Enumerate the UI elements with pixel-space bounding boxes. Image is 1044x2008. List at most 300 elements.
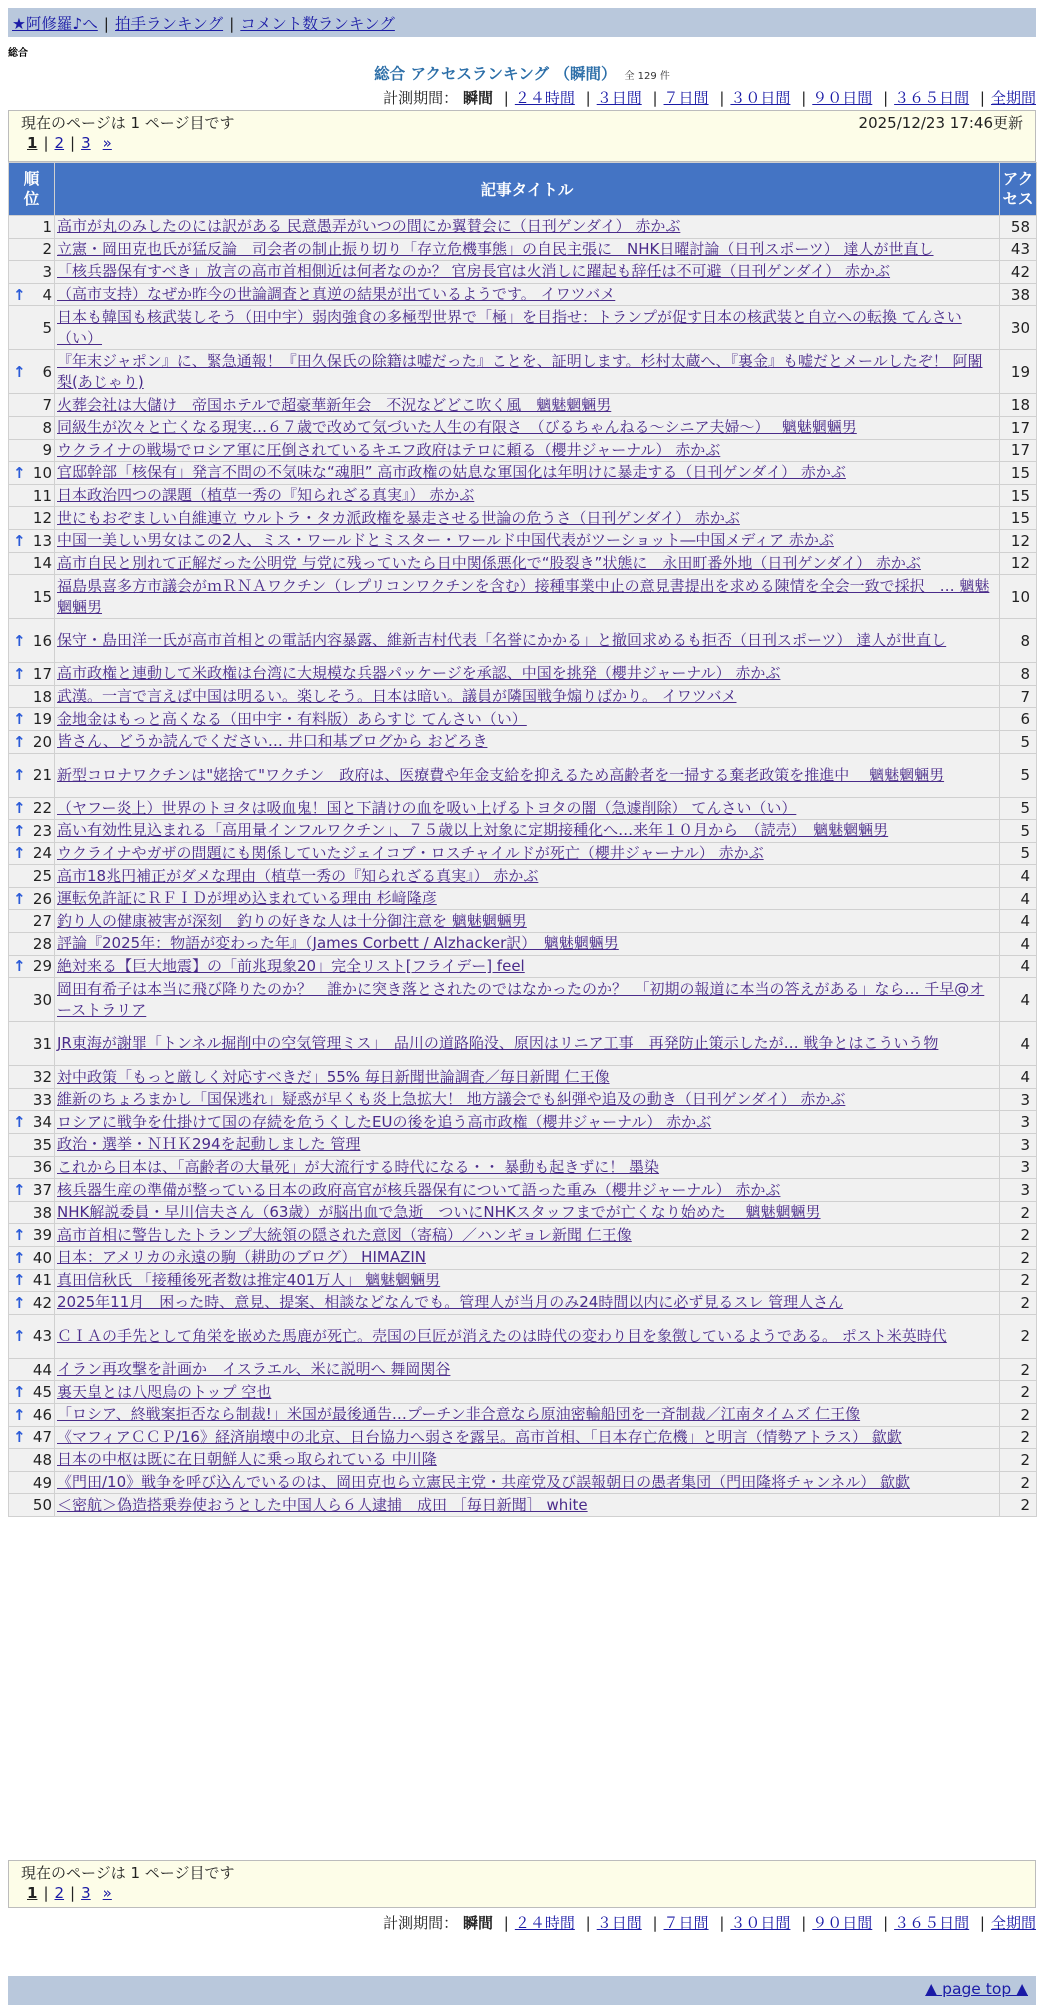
table-row (9, 507, 1037, 530)
title-cell (55, 1022, 1000, 1066)
rank-cell (9, 238, 55, 261)
rank-number: 46 (32, 1405, 52, 1424)
access-count: 3 (1000, 1111, 1037, 1134)
table-row (9, 1247, 1037, 1270)
article-link[interactable]: 立憲・岡田克也氏が猛反論 司会者の制止振り切り「存立危機事態」の自民主張に NHK日曜討論（日刊スポーツ） 達人が世直し (57, 239, 934, 258)
rank-cell (9, 730, 55, 753)
title-cell (55, 1269, 1000, 1292)
article-link[interactable]: 新型コロナワクチンは"姥捨て"ワクチン 政府は、医療費や年金支給を抑えるため高齢者を一掃する棄老政策を推進中 魑魅魍魎男 (57, 765, 945, 784)
article-link[interactable]: これから日本は、「高齢者の大量死」が大流行する時代になる・・ 暴動も起きずに！ 墨染 (57, 1157, 660, 1176)
title-cell (55, 306, 1000, 350)
table-row (9, 552, 1037, 575)
period-link[interactable]: ２４時間 (514, 89, 575, 107)
article-link[interactable]: 世にもおぞましい自維連立 ウルトラ・タカ派政権を暴走させる世論の危うさ（日刊ゲンダイ） 赤かぶ (57, 508, 740, 527)
table-row (9, 306, 1037, 350)
period-link[interactable]: 全期間 (990, 1914, 1036, 1932)
title-cell (55, 1111, 1000, 1134)
access-count: 2 (1000, 1449, 1037, 1472)
rank-cell (9, 261, 55, 284)
title-cell (55, 820, 1000, 843)
period-link[interactable]: ３日間 (596, 89, 642, 107)
rank-cell (9, 685, 55, 708)
period-selector-bottom: 計測期間： 瞬間 | ２４時間 | ３日間 | ７日間 | ３０日間 | ９０日間 | ３６５日間 | 全期間 (383, 1914, 1036, 1932)
title-cell (55, 1156, 1000, 1179)
article-link[interactable]: 対中政策「もっと厳しく対応すべきだ」55% 毎日新聞世論調査／毎日新聞 仁王像 (57, 1067, 610, 1086)
table-row (9, 865, 1037, 888)
article-link[interactable]: 保守・島田洋一氏が高市首相との電話内容暴露、維新吉村代表「名誉にかかる」と撤回求めるも拒否（日刊スポーツ） 達人が世直し (57, 631, 947, 650)
rank-cell (9, 1471, 55, 1494)
table-row (9, 1224, 1037, 1247)
table-row (9, 753, 1037, 797)
article-link[interactable]: 《門田/10》戦争を呼び込んでいるのは、岡田克也ら立憲民主党・共産党及び誤報朝日の愚者集団（門田隆将チャンネル） 歙歔 (57, 1473, 911, 1492)
comment-ranking-link[interactable]: コメント数ランキング (240, 15, 395, 33)
article-link[interactable]: 中国一美しい男女はこの2人、ミス・ワールドとミスター・ワールド中国代表がツーショット―中国メディア 赤かぶ (57, 531, 834, 550)
ranking-title: 総合 アクセスランキング （瞬間） (374, 65, 617, 83)
article-link[interactable]: 真田信秋氏 「接種後死者数は推定401万人」 魑魅魍魎男 (57, 1270, 441, 1289)
table-row (9, 283, 1037, 306)
up-arrow-icon: ↑ (13, 1226, 26, 1245)
article-link[interactable]: ＣＩＡの手先として角栄を嵌めた馬鹿が死亡。売国の巨匠が消えたのは時代の変わり目を象徴しているようである。 ポスト米英時代 (57, 1326, 947, 1345)
title-cell (55, 797, 1000, 820)
access-count: 2 (1000, 1426, 1037, 1449)
article-link[interactable]: 評論『2025年：物語が変わった年』（James Corbett / Alzhacker訳） 魑魅魍魎男 (57, 934, 619, 953)
table-row (9, 1269, 1037, 1292)
article-link[interactable]: 岡田有希子は本当に飛び降りたのか？ 誰かに突き落とされたのではなかったのか？ 「初期の報道に本当の答えがある」なら… 千早@オーストラリア (57, 979, 985, 1019)
title-cell (55, 842, 1000, 865)
rank-cell (9, 350, 55, 394)
up-arrow-icon: ↑ (13, 463, 26, 482)
table-row (9, 820, 1037, 843)
access-count: 38 (1000, 283, 1037, 306)
table-row (9, 730, 1037, 753)
up-arrow-icon: ↑ (13, 1383, 26, 1402)
title-cell (55, 663, 1000, 686)
rank-number: 11 (32, 486, 52, 505)
article-link[interactable]: 高市自民と別れて正解だった公明党 与党に残っていたら日中関係悪化で“股裂き”状態に 永田町番外地（日刊ゲンダイ） 赤かぶ (57, 553, 921, 572)
rank-number: 16 (32, 631, 52, 650)
period-link[interactable]: ９０日間 (812, 1914, 873, 1932)
rank-cell (9, 552, 55, 575)
period-link[interactable]: ７日間 (663, 1914, 709, 1932)
separator: | (229, 15, 235, 33)
access-count: 3 (1000, 1134, 1037, 1157)
rank-cell (9, 887, 55, 910)
access-count: 43 (1000, 238, 1037, 261)
rank-number: 24 (32, 844, 52, 863)
period-current: 瞬間 (462, 89, 493, 107)
rank-cell (9, 663, 55, 686)
article-link[interactable]: 火葬会社は大儲け 帝国ホテルで超豪華新年会 不況などどこ吹く風 魑魅魍魎男 (57, 395, 612, 414)
rank-number: 2 (42, 240, 52, 259)
rank-cell (9, 1088, 55, 1111)
period-link[interactable]: ３６５日間 (894, 89, 970, 107)
rank-cell (9, 1066, 55, 1089)
rank-cell (9, 753, 55, 797)
updated-timestamp: 2025/12/23 17:46更新 (858, 114, 1023, 132)
title-cell (55, 1088, 1000, 1111)
pagination: 1 | 2 | 3 » (27, 134, 112, 152)
article-link[interactable]: 高市政権と連動して米政権は台湾に大規模な兵器パッケージを承認、中国を挑発（櫻井ジャーナル） 赤かぶ (57, 664, 781, 683)
article-link[interactable]: 『年末ジャポン』に、緊急通報！『田久保氏の除籍は嘘だった』ことを、証明します。杉村太蔵へ、『裏金』も嘘だとメールしたぞ！ 阿闍梨(あじゃり) (57, 351, 983, 391)
period-link[interactable]: ３６５日間 (894, 1914, 970, 1932)
rank-cell (9, 1449, 55, 1472)
table-row (9, 955, 1037, 978)
article-link[interactable]: 政治・選挙・ＮＨＫ294を起動しました 管理 (57, 1135, 361, 1154)
up-arrow-icon: ↑ (13, 664, 26, 683)
rank-cell (9, 933, 55, 956)
rank-number: 41 (32, 1271, 52, 1290)
up-arrow-icon: ↑ (13, 1113, 26, 1132)
article-link[interactable]: 高市が丸のみしたのには訳がある 民意愚弄がいつの間にか翼賛会に（日刊ゲンダイ） 赤かぶ (57, 217, 681, 236)
up-arrow-icon: ↑ (13, 821, 26, 840)
table-row (9, 575, 1037, 619)
table-row (9, 1471, 1037, 1494)
title-cell (55, 1224, 1000, 1247)
rank-number: 43 (32, 1327, 52, 1346)
access-count: 5 (1000, 842, 1037, 865)
title-cell (55, 978, 1000, 1022)
rank-number: 21 (32, 766, 52, 784)
rank-header: 順位 (9, 163, 55, 216)
table-row (9, 1022, 1037, 1066)
access-count: 15 (1000, 484, 1037, 507)
pagination: 1 | 2 | 3 » (27, 1884, 112, 1902)
page-link[interactable]: 3 (81, 1884, 91, 1902)
up-arrow-icon: ↑ (13, 1293, 26, 1312)
access-count: 2 (1000, 1269, 1037, 1292)
rank-cell (9, 1269, 55, 1292)
table-row (9, 1426, 1037, 1449)
total-count: 全 129 件 (624, 71, 670, 82)
access-count: 2 (1000, 1201, 1037, 1224)
table-row (9, 1066, 1037, 1089)
title-cell (55, 529, 1000, 552)
rank-number: 26 (32, 889, 52, 908)
table-header-row (9, 163, 1037, 216)
rank-number: 42 (32, 1293, 52, 1312)
title-cell (55, 416, 1000, 439)
up-arrow-icon: ↑ (13, 631, 26, 650)
table-row (9, 394, 1037, 417)
period-link[interactable]: ３０日間 (730, 1914, 791, 1932)
title-cell (55, 708, 1000, 731)
rank-cell (9, 1292, 55, 1315)
title-cell (55, 216, 1000, 239)
title-cell (55, 1201, 1000, 1224)
table-row (9, 1314, 1037, 1358)
rank-number: 31 (32, 1034, 52, 1053)
access-count: 58 (1000, 216, 1037, 239)
title-cell (55, 619, 1000, 663)
title-cell (55, 753, 1000, 797)
up-arrow-icon: ↑ (13, 362, 26, 381)
title-cell (55, 1358, 1000, 1381)
rank-number: 6 (42, 362, 52, 381)
rank-cell (9, 1494, 55, 1517)
access-count: 4 (1000, 887, 1037, 910)
table-row (9, 216, 1037, 239)
page-current: 1 (27, 1884, 38, 1902)
table-row (9, 887, 1037, 910)
article-link[interactable]: NHK解説委員・早川信夫さん（63歳）が脳出血で急逝 ついにNHKスタッフまでが亡くなり始めた 魑魅魍魎男 (57, 1203, 821, 1222)
rank-number: 9 (42, 441, 52, 460)
rank-cell (9, 842, 55, 865)
period-link[interactable]: ２４時間 (514, 1914, 575, 1932)
article-link[interactable]: 「核兵器保有すべき」放言の高市首相側近は何者なのか？ 官房長官は火消しに躍起も辞任は不可避（日刊ゲンダイ） 赤かぶ (57, 262, 891, 281)
article-link[interactable]: 日本：アメリカの永遠の駒（耕助のブログ） HIMAZIN (57, 1248, 426, 1267)
page-link[interactable]: 3 (81, 134, 91, 152)
article-link[interactable]: 同級生が次々と亡くなる現実…６７歳で改めて気づいた人生の有限さ （びるちゃんねる～シニア夫婦～） 魑魅魍魎男 (57, 418, 857, 437)
rank-cell (9, 216, 55, 239)
access-count: 4 (1000, 910, 1037, 933)
article-link[interactable]: 日本の中枢は既に在日朝鮮人に乗っ取られている 中川隆 (57, 1450, 437, 1469)
access-count: 2 (1000, 1224, 1037, 1247)
access-count: 17 (1000, 416, 1037, 439)
rank-number: 5 (42, 318, 52, 337)
up-arrow-icon: ↑ (13, 889, 26, 908)
rank-number: 15 (32, 587, 52, 606)
rank-cell (9, 1381, 55, 1404)
title-cell (55, 462, 1000, 485)
top-navigation (8, 8, 1036, 37)
article-link[interactable]: 《マフィアＣＣＰ/16》経済崩壊中の北京、日台協力へ弱さを露呈。高市首相、「日本存亡危機」と明言（情勢アトラス） 歙歔 (57, 1427, 902, 1446)
home-link[interactable]: ★阿修羅♪へ (12, 15, 98, 33)
article-link[interactable]: イラン再攻撃を計画か イスラエル、米に説明へ 舞岡関谷 (57, 1360, 451, 1379)
access-count: 30 (1000, 306, 1037, 350)
up-arrow-icon: ↑ (13, 732, 26, 751)
access-count: 4 (1000, 1022, 1037, 1066)
rank-cell (9, 439, 55, 462)
title-cell (55, 350, 1000, 394)
article-link[interactable]: 2025年11月 困った時、意見、提案、相談などなんでも。管理人が当月のみ24時間以内に必ず見るスレ 管理人さん (57, 1293, 844, 1312)
article-link[interactable]: ウクライナやガザの問題にも関係していたジェイコブ・ロスチャイルドが死亡（櫻井ジャーナル） 赤かぶ (57, 843, 764, 862)
rank-number: 18 (32, 687, 52, 706)
access-count: 18 (1000, 394, 1037, 417)
access-count: 2 (1000, 1292, 1037, 1315)
table-row (9, 1292, 1037, 1315)
access-header: アクセス (1000, 163, 1037, 216)
table-row (9, 1381, 1037, 1404)
rank-cell (9, 955, 55, 978)
rank-cell (9, 1134, 55, 1157)
rank-number: 47 (32, 1428, 52, 1447)
table-row (9, 933, 1037, 956)
article-link[interactable]: 釣り人の健康被害が深刻 釣りの好きな人は十分御注意を 魑魅魍魎男 (57, 911, 527, 930)
title-cell (55, 261, 1000, 284)
table-row (9, 1111, 1037, 1134)
up-arrow-icon: ↑ (13, 710, 26, 729)
access-count: 15 (1000, 462, 1037, 485)
table-row (9, 350, 1037, 394)
access-count: 4 (1000, 933, 1037, 956)
rank-cell (9, 1358, 55, 1381)
page-info-bottom (8, 1860, 1036, 1908)
access-count: 10 (1000, 575, 1037, 619)
access-count: 2 (1000, 1471, 1037, 1494)
access-count: 8 (1000, 663, 1037, 686)
rank-number: 28 (32, 934, 52, 953)
current-page-text: 現在のページは 1 ページ目です (21, 1864, 235, 1882)
rank-cell (9, 797, 55, 820)
title-cell (55, 1426, 1000, 1449)
access-count: 5 (1000, 753, 1037, 797)
current-page-text: 現在のページは 1 ページ目です (21, 114, 235, 132)
rank-number: 10 (32, 463, 52, 482)
period-link[interactable]: ７日間 (663, 89, 709, 107)
article-link[interactable]: 高い有効性見込まれる「高用量インフルワクチン」、７５歳以上対象に定期接種化へ…来年１０月から （読売） 魑魅魍魎男 (57, 821, 889, 840)
article-link[interactable]: 高市18兆円補正がダメな理由（植草一秀の『知られざる真実』） 赤かぶ (57, 866, 539, 885)
up-arrow-icon: ↑ (13, 957, 26, 976)
rank-cell (9, 978, 55, 1022)
article-link[interactable]: 絶対来る【巨大地震】の「前兆現象20」完全リスト[フライデー] feel (57, 956, 525, 975)
rank-number: 12 (32, 509, 52, 528)
page-title (0, 62, 1044, 84)
access-count: 5 (1000, 730, 1037, 753)
up-arrow-icon: ↑ (13, 1428, 26, 1447)
rank-cell (9, 529, 55, 552)
genre-label: 総合 (8, 48, 28, 59)
article-link[interactable]: 皆さん、どうか読んでください… 井口和基ブログから おどろき (57, 732, 488, 751)
article-link[interactable]: 運転免許証にＲＦＩＤが埋め込まれている理由 杉﨑隆彦 (57, 889, 437, 908)
article-link[interactable]: ＜密航＞偽造搭乗券使おうとした中国人ら６人逮捕 成田 ［毎日新聞］ white (57, 1495, 588, 1514)
rank-cell (9, 910, 55, 933)
rank-cell (9, 462, 55, 485)
access-count: 2 (1000, 1494, 1037, 1517)
access-count: 4 (1000, 955, 1037, 978)
title-cell (55, 507, 1000, 530)
up-arrow-icon: ↑ (13, 285, 26, 304)
table-row (9, 1449, 1037, 1472)
title-cell (55, 1292, 1000, 1315)
footer-bar (8, 1976, 1036, 2005)
table-row (9, 708, 1037, 731)
article-link[interactable]: JR東海が謝罪「トンネル掘削中の空気管理ミス」 品川の道路陥没、原因はリニア工事 再発防止策示したが… 戦争とはこういう物 (57, 1034, 939, 1053)
rank-number: 17 (32, 664, 52, 683)
article-link[interactable]: 武漢。一言で言えば中国は明るい。楽しそう。日本は暗い。議員が隣国戦争煽りばかり。 イワツバメ (57, 687, 737, 706)
access-count: 2 (1000, 1403, 1037, 1426)
page-link[interactable]: 2 (54, 134, 65, 152)
rank-number: 7 (42, 396, 52, 415)
title-cell (55, 238, 1000, 261)
rank-cell (9, 865, 55, 888)
rank-number: 40 (32, 1248, 52, 1267)
rank-number: 27 (32, 912, 52, 931)
up-arrow-icon: ↑ (13, 1271, 26, 1290)
rank-number: 3 (42, 262, 52, 281)
article-link[interactable]: 金地金はもっと高くなる（田中宇・有料版）あらすじ てんさい（い） (57, 709, 527, 728)
article-link[interactable]: （高市支持）なぜか昨今の世論調査と真逆の結果が出ているようです。 イワツバメ (57, 285, 616, 304)
access-count: 19 (1000, 350, 1037, 394)
rank-number: 45 (32, 1383, 52, 1402)
article-link[interactable]: 福島県喜多方市議会がｍＲＮＡワクチン（レプリコンワクチンを含む）接種事業中止の意見書提出を求める陳情を全会一致で採択 … 魑魅魍魎男 (57, 576, 990, 616)
period-selector-top: 計測期間： 瞬間 | ２４時間 | ３日間 | ７日間 | ３０日間 | ９０日間 | ３６５日間 | 全期間 (383, 89, 1036, 107)
access-count: 4 (1000, 865, 1037, 888)
table-row (9, 978, 1037, 1022)
title-cell (55, 887, 1000, 910)
rank-cell (9, 1224, 55, 1247)
rank-cell (9, 1314, 55, 1358)
page-current: 1 (27, 134, 38, 152)
access-count: 2 (1000, 1314, 1037, 1358)
article-link[interactable]: 日本も韓国も核武装しそう（田中宇）弱肉強食の多極型世界で「極」を目指せ：トランプが促す日本の核武装と自立への転換 てんさい（い） (57, 307, 962, 347)
article-link[interactable]: 高市首相に警告したトランプ大統領の隠された意図（寄稿）／ハンギョレ新聞 仁王像 (57, 1225, 632, 1244)
rank-number: 29 (32, 957, 52, 976)
table-row (9, 1156, 1037, 1179)
access-count: 2 (1000, 1381, 1037, 1404)
access-count: 2 (1000, 1358, 1037, 1381)
article-link[interactable]: 維新のちょろまかし「国保逃れ」疑惑が早くも炎上急拡大！ 地方議会でも糾弾や追及の動き（日刊ゲンダイ） 赤かぶ (57, 1090, 846, 1109)
page-link[interactable]: 2 (54, 1884, 65, 1902)
article-link[interactable]: 核兵器生産の準備が整っている日本の政府高官が核兵器保有について語った重み（櫻井ジャーナル） 赤かぶ (57, 1180, 781, 1199)
access-count: 5 (1000, 820, 1037, 843)
rank-number: 8 (42, 418, 52, 437)
rank-cell (9, 708, 55, 731)
rank-cell (9, 619, 55, 663)
article-link[interactable]: 日本政治四つの課題（植草一秀の『知られざる真実』） 赤かぶ (57, 486, 475, 505)
article-link[interactable]: ウクライナの戦場でロシア軍に圧倒されているキエフ政府はテロに頼る（櫻井ジャーナル） 赤かぶ (57, 440, 721, 459)
title-cell (55, 552, 1000, 575)
access-count: 12 (1000, 529, 1037, 552)
rank-cell (9, 575, 55, 619)
rank-number: 20 (32, 732, 52, 751)
title-cell (55, 730, 1000, 753)
period-link[interactable]: ９０日間 (812, 89, 873, 107)
period-link[interactable]: ３日間 (596, 1914, 642, 1932)
table-row (9, 1358, 1037, 1381)
next-page-link[interactable]: » (102, 1884, 112, 1902)
rank-cell (9, 484, 55, 507)
article-link[interactable]: 官邸幹部「核保有」発言不問の不気味な“魂胆” 高市政権の姑息な軍国化は年明けに暴走する（日刊ゲンダイ） 赤かぶ (57, 463, 846, 482)
rank-number: 49 (32, 1473, 52, 1492)
table-row (9, 416, 1037, 439)
applause-ranking-link[interactable]: 拍手ランキング (115, 15, 224, 33)
article-link[interactable]: （ヤフー炎上）世界のトヨタは吸血鬼！国と下請けの血を吸い上げるトヨタの闇（急遽削除） てんさい（い） (57, 798, 797, 817)
title-cell (55, 283, 1000, 306)
period-link[interactable]: ３０日間 (730, 89, 791, 107)
access-count: 4 (1000, 1066, 1037, 1089)
article-link[interactable]: ロシアに戦争を仕掛けて国の存続を危うくしたEUの後を追う高市政権（櫻井ジャーナル） 赤かぶ (57, 1112, 712, 1131)
article-link[interactable]: 裏天皇とは八咫烏のトップ 空也 (57, 1382, 272, 1401)
page-top-link[interactable]: ▲ page top ▲ (925, 1980, 1028, 1998)
page-info-top (8, 110, 1036, 162)
table-row (9, 619, 1037, 663)
title-cell (55, 1403, 1000, 1426)
period-link[interactable]: 全期間 (990, 89, 1036, 107)
up-arrow-icon: ↑ (13, 1327, 26, 1346)
period-label: 計測期間： (383, 1914, 459, 1932)
title-cell (55, 1247, 1000, 1270)
rank-cell (9, 1403, 55, 1426)
title-cell (55, 955, 1000, 978)
title-header: 記事タイトル (55, 163, 1000, 216)
rank-number: 1 (42, 217, 52, 236)
access-count: 42 (1000, 261, 1037, 284)
rank-number: 30 (32, 990, 52, 1009)
rank-cell (9, 1247, 55, 1270)
access-count: 3 (1000, 1156, 1037, 1179)
rank-cell (9, 1022, 55, 1066)
next-page-link[interactable]: » (102, 134, 112, 152)
rank-number: 44 (32, 1360, 52, 1379)
rank-number: 48 (32, 1450, 52, 1469)
access-count: 2 (1000, 1247, 1037, 1270)
rank-number: 34 (32, 1113, 52, 1132)
table-row (9, 439, 1037, 462)
rank-number: 50 (32, 1496, 52, 1515)
article-link[interactable]: 「ロシア、終戦案拒否なら制裁!」米国が最後通告…プーチン非合意なら原油密輸船団を一斉制裁／江南タイムズ 仁王像 (57, 1405, 861, 1424)
table-row (9, 462, 1037, 485)
rank-number: 33 (32, 1090, 52, 1109)
